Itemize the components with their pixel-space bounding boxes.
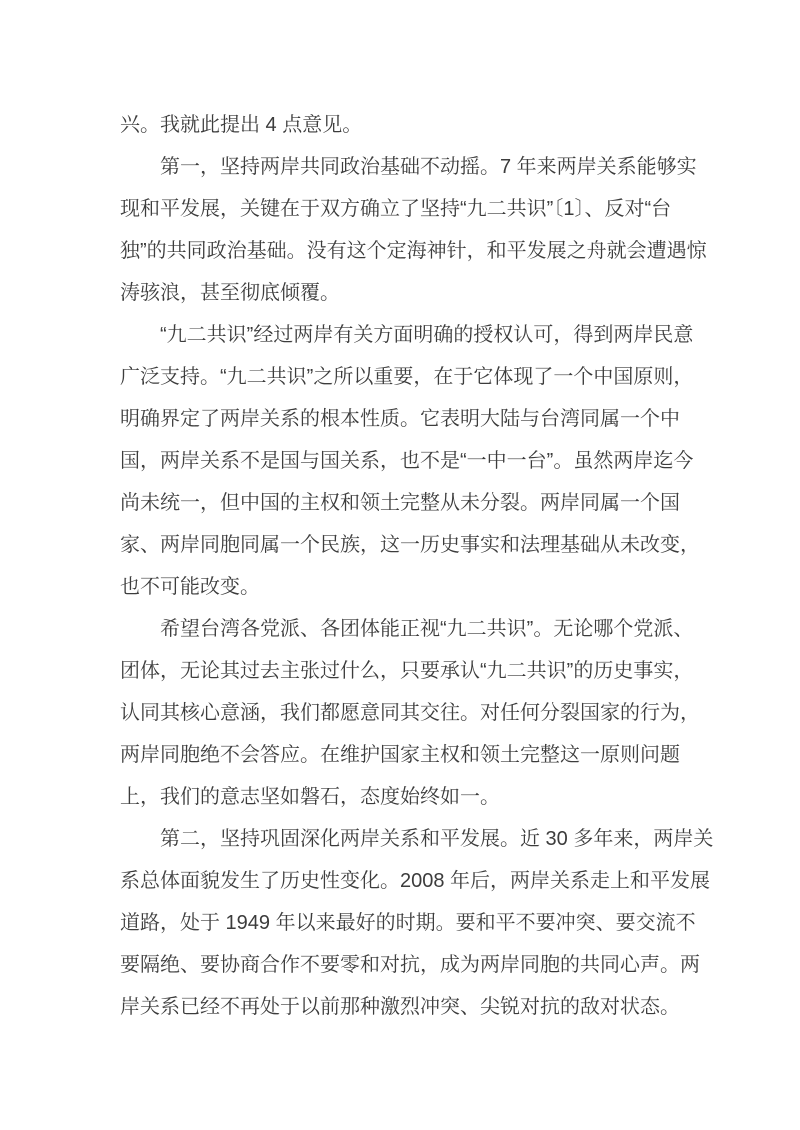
- paragraph: [120, 314, 720, 608]
- paragraph: [120, 818, 720, 1028]
- text-line: 上，我们的意志坚如磐石，态度始终如一。: [120, 786, 500, 808]
- text-line: 希望台湾各党派、各团体能正视“九二共识”。无论哪个党派、: [160, 618, 694, 640]
- text-line: 广泛支持。“九二共识”之所以重要，在于它体现了一个中国原则，: [120, 366, 694, 388]
- text-line: 家、两岸同胞同属一个民族，这一历史事实和法理基础从未改变，: [120, 534, 700, 556]
- text-line: 岸关系已经不再处于以前那种激烈冲突、尖锐对抗的敌对状态。: [120, 996, 680, 1018]
- text-line: 明确界定了两岸关系的根本性质。它表明大陆与台湾同属一个中: [120, 408, 680, 430]
- text-line: 系总体面貌发生了历史性变化。2008 年后，两岸关系走上和平发展: [120, 870, 711, 892]
- paragraph: [120, 104, 720, 146]
- text-line: 兴。我就此提出 4 点意见。: [120, 114, 363, 136]
- paragraph: [120, 608, 720, 818]
- text-line: 道路，处于 1949 年以来最好的时期。要和平不要冲突、要交流不: [120, 912, 696, 934]
- text-line: 国，两岸关系不是国与国关系，也不是“一中一台”。虽然两岸迄今: [120, 450, 694, 472]
- document-body: [120, 104, 720, 1028]
- text-line: 独”的共同政治基础。没有这个定海神针，和平发展之舟就会遭遇惊: [120, 240, 707, 262]
- text-line: 认同其核心意涵，我们都愿意同其交往。对任何分裂国家的行为，: [120, 702, 700, 724]
- text-line: 团体，无论其过去主张过什么，只要承认“九二共识”的历史事实，: [120, 660, 694, 682]
- text-line: 现和平发展，关键在于双方确立了坚持“九二共识”〔1〕、反对“台: [120, 198, 672, 220]
- text-line: 两岸同胞绝不会答应。在维护国家主权和领土完整这一原则问题: [120, 744, 680, 766]
- text-line: 涛骇浪，甚至彻底倾覆。: [120, 282, 340, 304]
- paragraph: [120, 146, 720, 314]
- text-line: 要隔绝、要协商合作不要零和对抗，成为两岸同胞的共同心声。两: [120, 954, 700, 976]
- text-line: 也不可能改变。: [120, 576, 260, 598]
- text-line: 第二，坚持巩固深化两岸关系和平发展。近 30 多年来，两岸关: [160, 828, 714, 850]
- text-line: 尚未统一，但中国的主权和领土完整从未分裂。两岸同属一个国: [120, 492, 680, 514]
- text-line: “九二共识”经过两岸有关方面明确的授权认可，得到两岸民意: [160, 324, 694, 346]
- text-line: 第一，坚持两岸共同政治基础不动摇。7 年来两岸关系能够实: [160, 156, 697, 178]
